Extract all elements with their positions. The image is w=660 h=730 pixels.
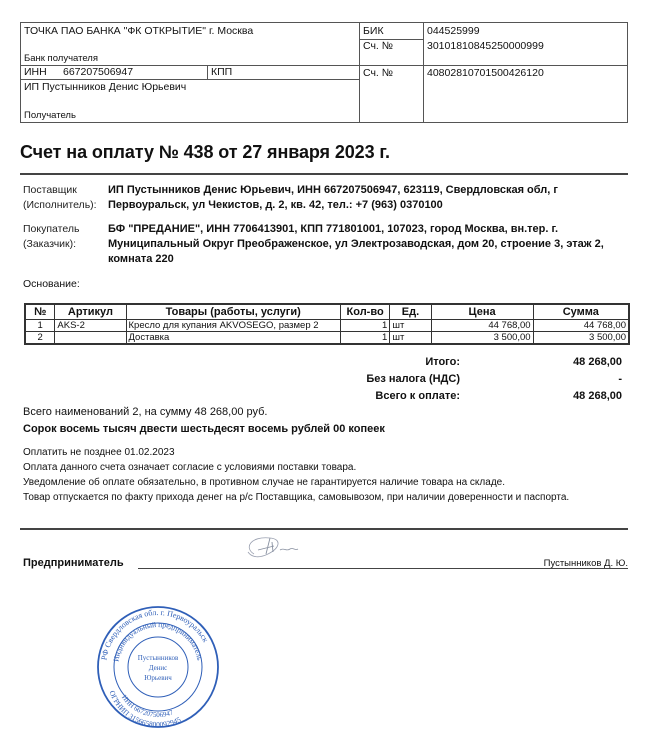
title-divider [20,173,628,175]
account-label: Сч. № [363,67,394,79]
note-agreement: Оплата данного счета означает согласие с условиями поставки товара. [23,462,357,473]
row-qty: 1 [340,332,389,345]
supplier-label-line2: (Исполнитель): [23,199,97,211]
col-header-num: № [25,304,55,320]
divider [359,65,628,66]
divider [21,79,359,80]
bank-label: Банк получателя [24,53,98,64]
row-name: Кресло для купания AKVOSEGO, размер 2 [126,320,340,332]
table-row [25,332,629,345]
vat-label: Без налога (НДС) [366,373,460,385]
row-name: Доставка [126,332,340,345]
table-row [25,320,629,332]
row-qty: 1 [340,320,389,332]
inn-value: 667207506947 [63,66,134,78]
row-unit: шт [390,332,431,345]
signature-role-label: Предприниматель [23,557,124,569]
inn-label: ИНН [24,66,47,78]
note-release: Товар отпускается по факту прихода денег на р/с Поставщика, самовывозом, при наличии доверенности и паспорта. [23,492,570,503]
amount-in-words: Сорок восемь тысяч двести шестьдесят восемь рублей 00 копеек [23,423,385,435]
col-header-sum: Сумма [533,304,629,320]
bik-label: БИК [363,25,384,37]
svg-text:РФ Свердловская обл. г. Первоу: РФ Свердловская обл. г. Первоуральск [99,607,211,661]
bank-name: ТОЧКА ПАО БАНКА "ФК ОТКРЫТИЕ" г. Москва [24,25,254,37]
row-article: AKS-2 [55,320,126,332]
col-header-price: Цена [431,304,533,320]
buyer-label-line2: (Заказчик): [23,238,77,250]
items-table [24,303,630,345]
row-sum: 44 768,00 [533,320,629,332]
svg-text:Индивидуальный предприниматель: Индивидуальный предприниматель [111,619,205,663]
signer-name: Пустынников Д. Ю. [543,558,628,569]
buyer-details: БФ "ПРЕДАНИЕ", ИНН 7706413901, КПП 771801001, 107023, город Москва, вн.тер. г. Муниципальный Округ Преображенское, ул Электрозаводская, дом 20, строение 3, этаж 2, комната 220 [108,223,604,265]
handwritten-signature-icon [240,530,310,566]
recipient-label: Получатель [24,110,76,121]
col-header-unit: Ед. [390,304,431,320]
buyer-label [23,222,79,252]
col-header-article: Артикул [55,304,126,320]
svg-text:ИНН 667207506947: ИНН 667207506947 [120,693,175,720]
row-unit: шт [390,320,431,332]
col-header-qty: Кол-во [340,304,389,320]
row-num: 2 [25,332,55,345]
divider [359,23,360,122]
table-header-row [25,304,629,320]
row-num: 1 [25,320,55,332]
vat-value: - [618,373,622,385]
invoice-title: Счет на оплату № 438 от 27 января 2023 г. [20,142,390,162]
total-value: 48 268,00 [573,390,622,402]
recipient-name: ИП Пустынников Денис Юрьевич [24,81,187,93]
buyer-label-line1: Покупатель [23,223,80,235]
supplier-details: ИП Пустынников Денис Юрьевич, ИНН 667207506947, 623119, Свердловская обл, г Первоуральск, ул Чекистов, д. 2, кв. 42, тел.: +7 (963) 0370100 [108,184,558,211]
row-price: 3 500,00 [431,332,533,345]
basis-label: Основание: [23,278,80,290]
col-header-name: Товары (работы, услуги) [126,304,340,320]
bank-details-table [20,22,628,123]
summary-line: Всего наименований 2, на сумму 48 268,00 руб. [23,406,268,418]
subtotal-label: Итого: [425,356,460,368]
svg-text:Денис: Денис [148,664,168,672]
note-notification: Уведомление об оплате обязательно, в противном случае не гарантируется наличие товара на складе. [23,477,505,488]
corr-account-value: 30101810845250000999 [427,40,544,52]
bik-value: 044525999 [427,25,480,37]
supplier-label [23,183,97,213]
divider [423,23,424,122]
note-payment-deadline: Оплатить не позднее 01.02.2023 [23,447,175,458]
subtotal-value: 48 268,00 [573,356,622,368]
svg-text:Пустынников: Пустынников [137,654,179,662]
signature-divider [20,528,628,530]
svg-text:Юрьевич: Юрьевич [144,674,172,682]
row-price: 44 768,00 [431,320,533,332]
total-label: Всего к оплате: [375,390,460,402]
corr-account-label: Сч. № [363,40,394,52]
row-article [55,332,126,345]
row-sum: 3 500,00 [533,332,629,345]
divider [207,65,208,79]
kpp-label: КПП [211,66,233,78]
svg-text:ОГРНИП 315665800092945: ОГРНИП 315665800092945 [107,689,183,730]
supplier-label-line1: Поставщик [23,184,77,196]
company-stamp-icon [95,604,221,730]
account-value: 40802810701500426120 [427,67,544,79]
